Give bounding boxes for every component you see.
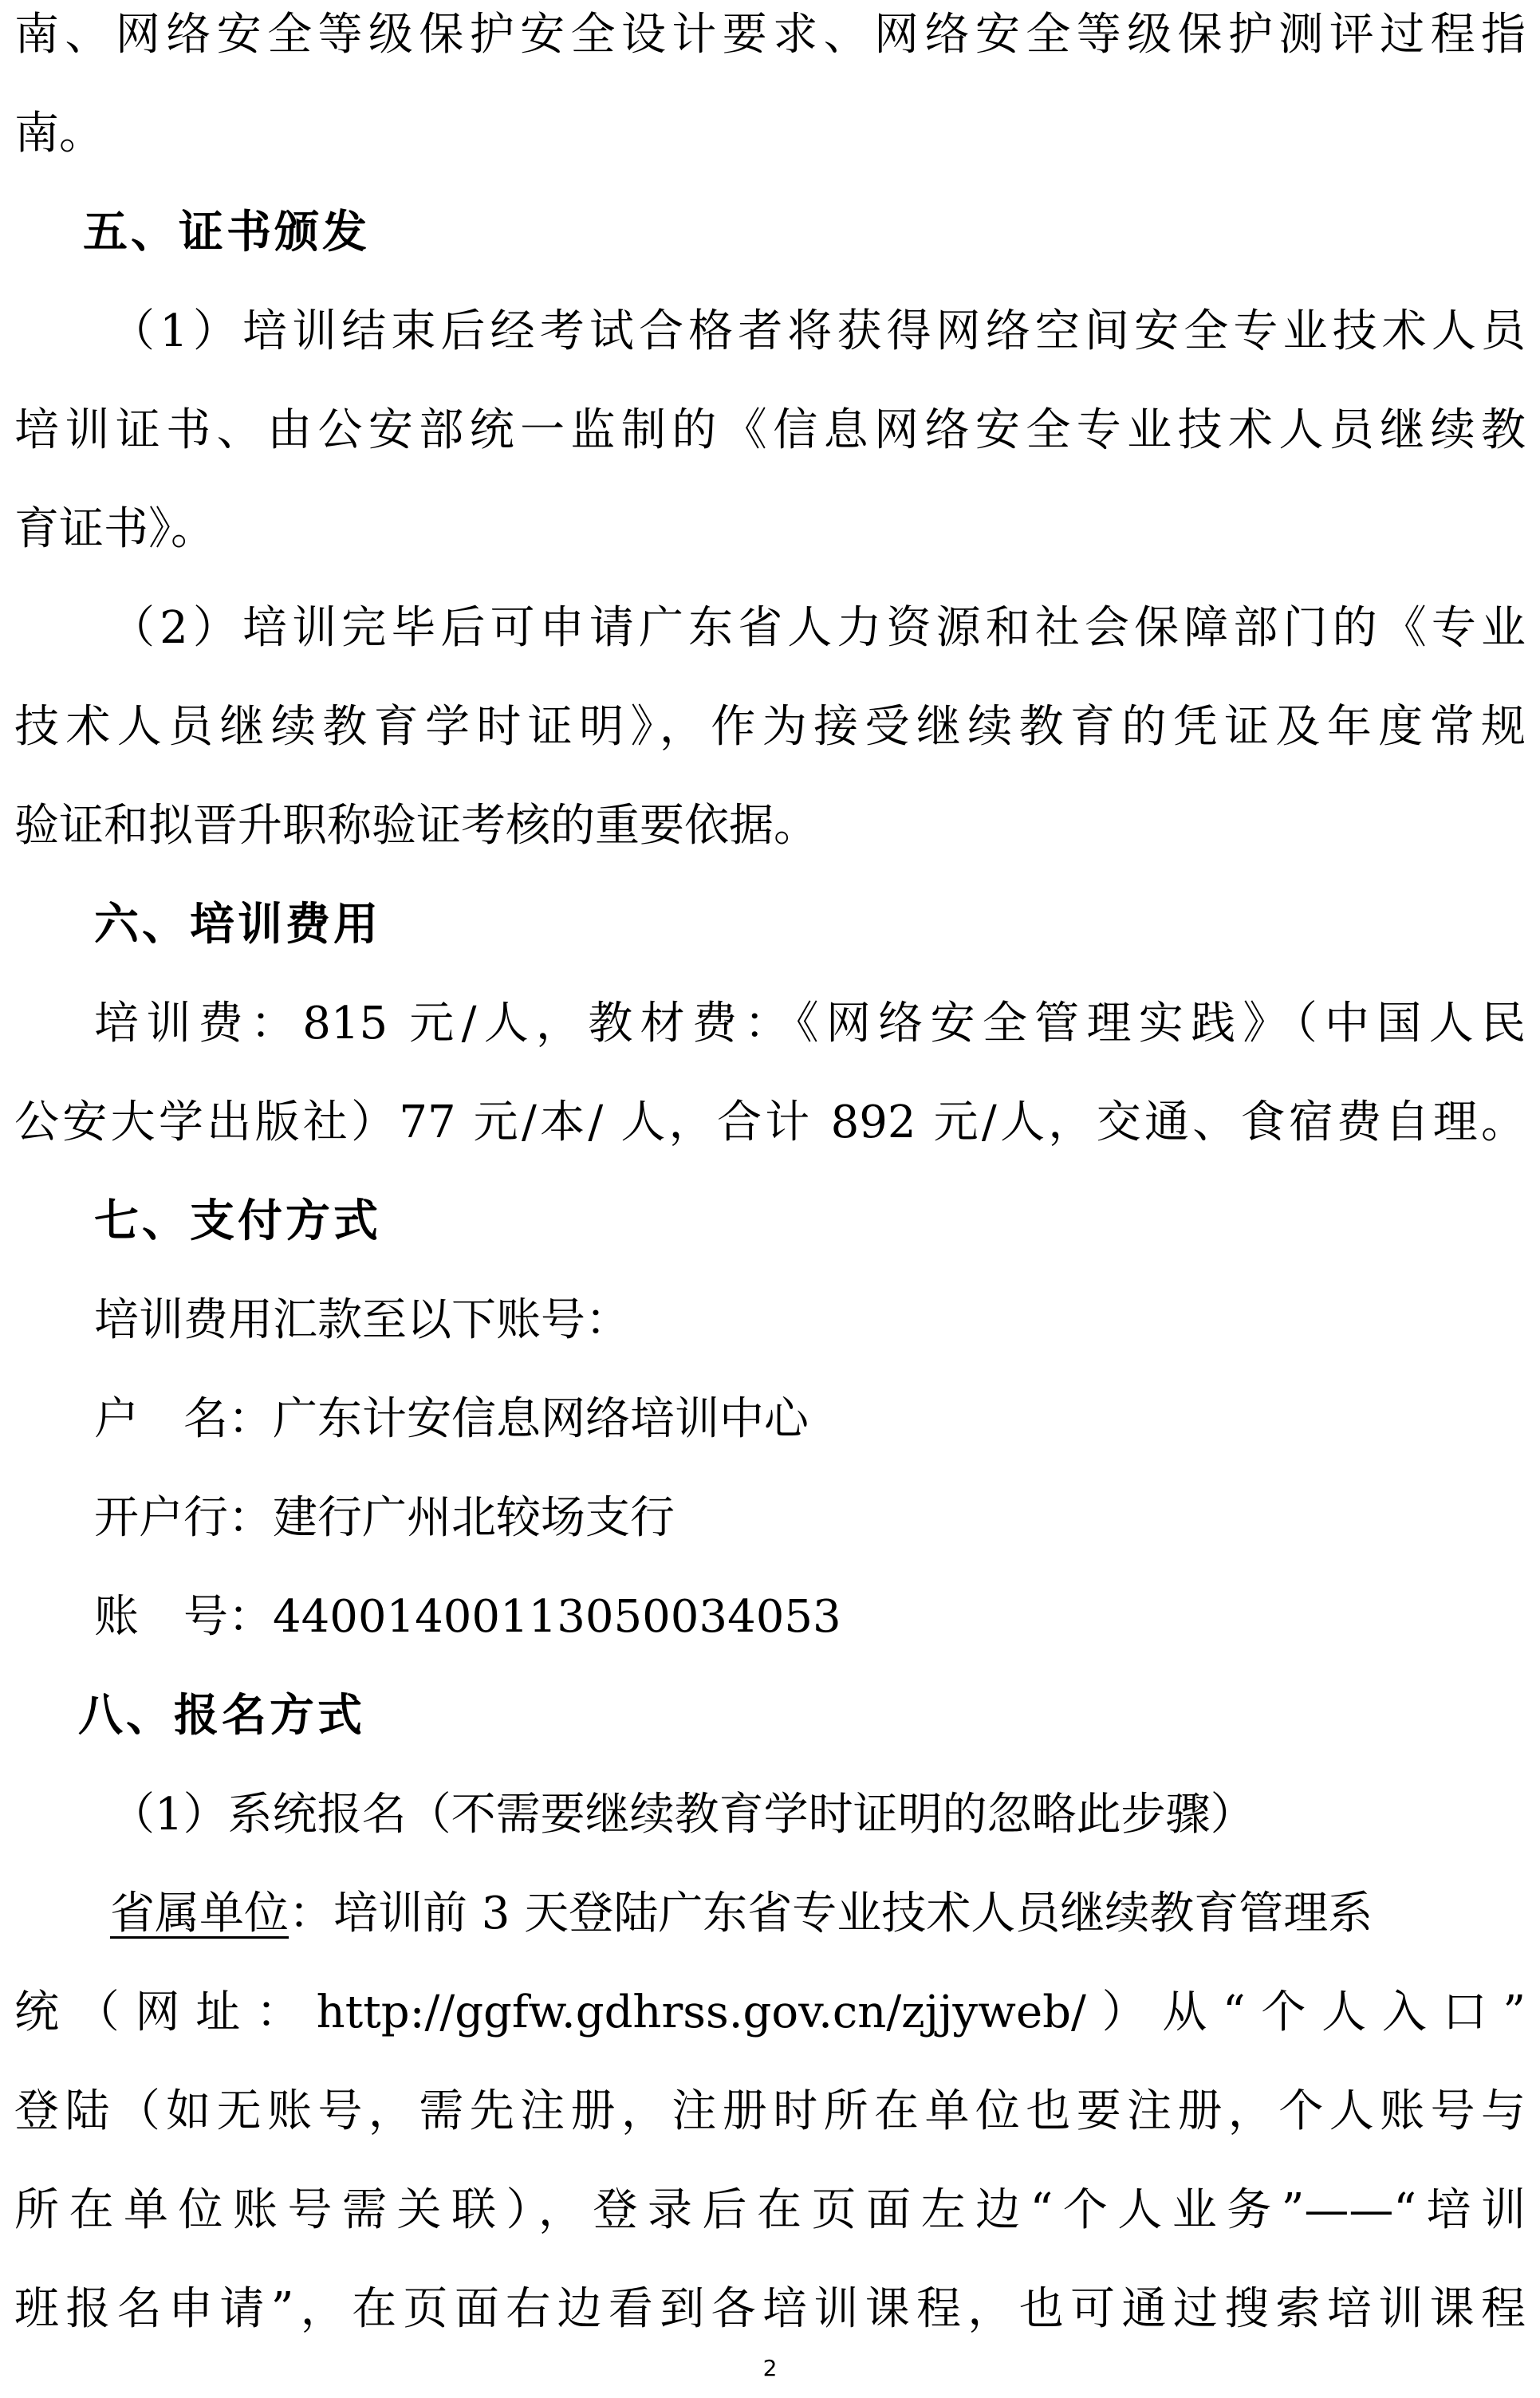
section-heading-7: 七、支付方式 [94, 1195, 381, 1247]
text-line-8: 技术人员继续教育学时证明》，作为接受继续教育的凭证及年度常规 [14, 701, 1526, 753]
bank-branch-line: 开户行：建行广州北较场支行 [94, 1492, 675, 1544]
text-line-23: 所在单位账号需关联），登录后在页面左边“个人业务”——“培训 [14, 2184, 1526, 2236]
text-line-2: 南。 [14, 108, 104, 159]
text-line-5: 培训证书、由公安部统一监制的《信息网络安全专业技术人员继续教 [14, 404, 1526, 456]
section-heading-5: 五、证书颁发 [83, 207, 370, 258]
text-line-20 [110, 1884, 1526, 1944]
text-line-7: （2）培训完毕后可申请广东省人力资源和社会保障部门的《专业 [110, 602, 1526, 654]
text-line-6: 育证书》。 [14, 503, 215, 555]
text-line-1: 南、网络安全等级保护安全设计要求、网络安全等级保护测评过程指 [14, 9, 1526, 61]
text-line-9: 验证和拟晋升职称验证考核的重要依据。 [14, 800, 818, 852]
text-line-12: 公安大学出版社）77 元/本/ 人，合计 892 元/人，交通、食宿费自理。 [14, 1097, 1526, 1148]
text-line-4: （1）培训结束后经考试合格者将获得网络空间安全专业技术人员 [110, 305, 1526, 357]
text-line-22: 登陆（如无账号，需先注册，注册时所在单位也要注册，个人账号与 [14, 2085, 1526, 2137]
text-line-11: 培训费：815 元/人，教材费：《网络安全管理实践》（中国人民 [94, 998, 1526, 1049]
account-name-line: 户 名：广东计安信息网络培训中心 [94, 1393, 809, 1445]
text-line-19: （1）系统报名（不需要继续教育学时证明的忽略此步骤） [110, 1789, 1255, 1841]
section-heading-6: 六、培训费用 [94, 899, 381, 951]
page-number: 2 [762, 2355, 778, 2381]
text-line-14: 培训费用汇款至以下账号： [94, 1294, 630, 1346]
text-line-21: 统（网址：http://ggfw.gdhrss.gov.cn/zjjyweb/）从“个人入口” [14, 1987, 1526, 2038]
underlined-term: 省属单位 [110, 1888, 289, 1939]
text-line-20-rest: ：培训前 3 天登陆广东省专业技术人员继续教育管理系 [289, 1888, 1373, 1939]
section-heading-8: 八、报名方式 [78, 1690, 365, 1742]
account-number-line: 账 号：44001400113050034053 [94, 1591, 841, 1643]
text-line-24: 班报名申请”，在页面右边看到各培训课程，也可通过搜索培训课程 [14, 2283, 1526, 2335]
